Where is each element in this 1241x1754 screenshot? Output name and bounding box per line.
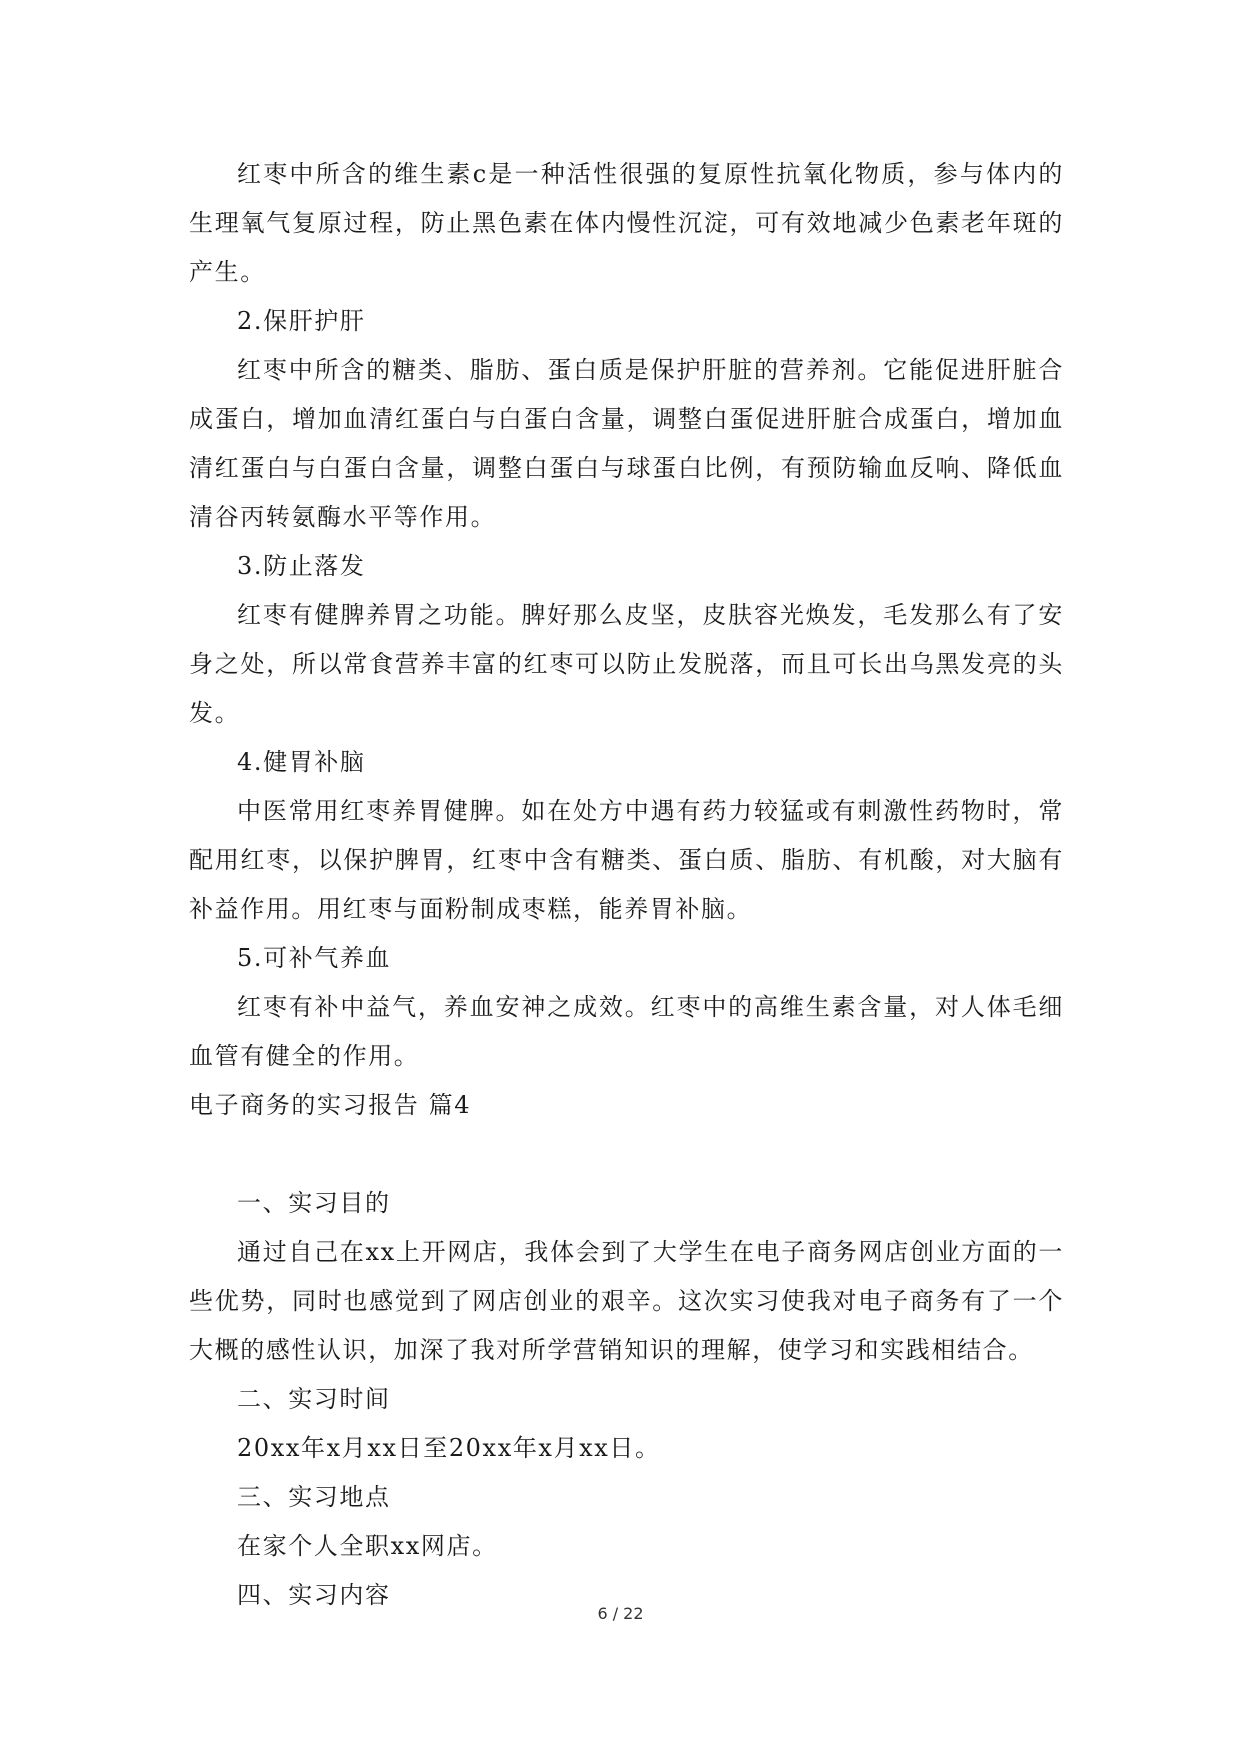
- heading-liver-protection: 2.保肝护肝: [237, 307, 366, 335]
- paragraph-liver-protection: 红枣中所含的糖类、脂肪、蛋白质是保护肝脏的营养剂。它能促进肝脏合成蛋白，增加血清红蛋白与白蛋白含量，调整白蛋促进肝脏合成蛋白，增加血清红蛋白与白蛋白含量，调整白蛋白与球蛋白比例，有预防输血反响、降低血清谷丙转氨酶水平等作用。: [189, 356, 1064, 531]
- paragraph-place: 在家个人全职xx网店。: [237, 1532, 498, 1560]
- heading-blood: 5.可补气养血: [237, 944, 392, 972]
- paragraph-vitamin-c: 红枣中所含的维生素c是一种活性很强的复原性抗氧化物质，参与体内的生理氧气复原过程，防止黑色素在体内慢性沉淀，可有效地减少色素老年斑的产生。: [189, 160, 1064, 286]
- section-title: 电子商务的实习报告 篇4: [189, 1091, 472, 1119]
- heading-stomach-brain: 4.健胃补脑: [237, 748, 366, 776]
- heading-time: 二、实习时间: [237, 1385, 391, 1413]
- page-number: 6 / 22: [597, 1604, 644, 1623]
- paragraph-stomach-brain: 中医常用红枣养胃健脾。如在处方中遇有药力较猛或有刺激性药物时，常配用红枣，以保护脾胃，红枣中含有糖类、蛋白质、脂肪、有机酸，对大脑有补益作用。用红枣与面粉制成枣糕，能养胃补脑。: [189, 797, 1064, 923]
- paragraph-hair-loss: 红枣有健脾养胃之功能。脾好那么皮坚，皮肤容光焕发，毛发那么有了安身之处，所以常食营养丰富的红枣可以防止发脱落，而且可长出乌黑发亮的头发。: [189, 601, 1064, 727]
- paragraph-time: 20xx年x月xx日至20xx年x月xx日。: [237, 1434, 661, 1462]
- paragraph-purpose: 通过自己在xx上开网店，我体会到了大学生在电子商务网店创业方面的一些优势，同时也感觉到了网店创业的艰辛。这次实习使我对电子商务有了一个大概的感性认识，加深了我对所学营销知识的理解，使学习和实践相结合。: [189, 1238, 1064, 1364]
- paragraph-blood: 红枣有补中益气，养血安神之成效。红枣中的高维生素含量，对人体毛细血管有健全的作用。: [189, 993, 1064, 1070]
- heading-content: 四、实习内容: [237, 1581, 391, 1609]
- heading-purpose: 一、实习目的: [237, 1189, 391, 1217]
- heading-hair-loss: 3.防止落发: [237, 552, 366, 580]
- document-body: [189, 150, 1064, 1620]
- blank-line: [189, 1130, 1064, 1179]
- heading-place: 三、实习地点: [237, 1483, 391, 1511]
